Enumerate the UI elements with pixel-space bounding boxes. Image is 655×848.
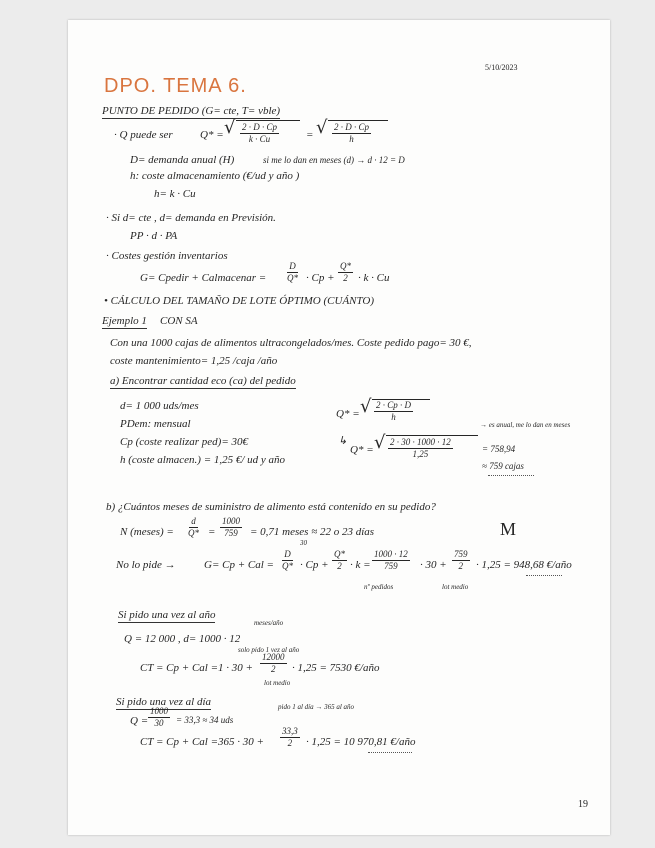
ano-fraction — [260, 653, 287, 674]
b-heading: b) ¿Cuántos meses de suministro de alimento está contenido en su pedido? — [106, 501, 436, 513]
fraction-numerator: 2 · D · Cp — [242, 122, 278, 132]
fraction-numerator: 2 · 30 · 1000 · 12 — [390, 437, 451, 447]
sqrt-bar — [236, 120, 300, 121]
equals-sign: = — [208, 526, 216, 538]
qstar-fraction — [374, 401, 413, 422]
fraction-denominator: h — [349, 134, 354, 144]
ano-under: lot medio — [264, 679, 291, 687]
ejemplo-tag: CON SA — [160, 315, 198, 327]
no-pide-fraction-1 — [282, 550, 293, 571]
fraction-denominator: 2 — [337, 561, 342, 571]
fraction-denominator: k · Cu — [248, 134, 271, 144]
n-fraction — [188, 517, 199, 538]
ano-end: · 1,25 = 7530 €/año — [292, 662, 380, 674]
dia-heading: Si pido una vez al día — [116, 696, 212, 708]
fraction-denominator: Q* — [287, 273, 298, 283]
costes-end: · k · Cu — [358, 272, 390, 284]
fraction-denominator: Q* — [282, 561, 293, 571]
fraction-numerator: 33,3 — [282, 726, 298, 736]
si-cte-line: · Si d= cte , d= demanda en Previsión. — [106, 212, 276, 224]
ejemplo-text-2: coste mantenimiento= 1,25 /caja /año — [110, 355, 278, 367]
h-equation: h= k · Cu — [154, 188, 196, 200]
under-lot-medio: lot medio — [442, 583, 469, 591]
sqrt-icon: √ — [374, 432, 386, 453]
dia-ct: CT = Cp + Cal = — [140, 736, 219, 748]
no-pide-mid: · Cp + — [300, 559, 329, 571]
fraction-denominator: h — [391, 412, 396, 422]
n2-fraction — [220, 517, 242, 538]
h-line: h (coste almacen.) = 1,25 €/ ud y año — [120, 454, 286, 466]
ano-note: meses/año — [254, 619, 284, 627]
ano-small: solo pido 1 vez al año — [238, 646, 300, 654]
q-label: · Q puede ser — [114, 129, 173, 141]
dia-q-label: Q = — [130, 715, 149, 727]
notebook-page — [68, 20, 610, 835]
equals-sign: = — [306, 129, 314, 141]
ano-one: 1 · 30 + — [218, 662, 253, 674]
q2-result: = 758,94 — [482, 444, 516, 454]
no-pide-fraction-4 — [452, 550, 470, 571]
d-note: si me lo dan en meses (d) → d · 12 = D — [263, 155, 405, 165]
fraction-denominator: 1,25 — [412, 449, 429, 459]
q2-label: Q* = — [350, 444, 374, 456]
costes-fraction-2 — [338, 262, 353, 283]
ano-heading: Si pido una vez al año — [118, 609, 216, 621]
no-pide-lead: No lo pide → — [116, 559, 176, 571]
qstar-label: Q* = — [336, 408, 360, 420]
underline-squiggle — [526, 572, 562, 576]
fraction-numerator: 2 · Cp · D — [376, 400, 412, 410]
no-pide-result: · 1,25 = 948,68 €/año — [476, 559, 572, 571]
fraction-numerator: 12000 — [262, 652, 285, 662]
ejemplo-text-1: Con una 1000 cajas de alimentos ultracongelados/mes. Coste pedido pago= 30 €, — [110, 337, 472, 349]
fraction-denominator: 30 — [154, 718, 164, 728]
zigzag-mark: M — [500, 519, 517, 539]
anual-note: → es anual, me lo dan en meses — [480, 421, 571, 429]
a-heading: a) Encontrar cantidad eco (ca) del pedido — [110, 375, 296, 387]
no-pide-fraction-2 — [332, 550, 347, 571]
h-definition: h: coste almacenamiento (€/ud y año ) — [130, 170, 300, 182]
fraction-denominator: 759 — [384, 561, 398, 571]
page-number: 19 — [578, 799, 588, 810]
fraction-numerator: D — [289, 261, 296, 271]
eoq-fraction-2 — [332, 123, 371, 144]
fraction-denominator: 2 — [271, 664, 276, 674]
page-date: 5/10/2023 — [485, 63, 518, 72]
dia-small: pido 1 al día → 365 al año — [278, 703, 355, 711]
sqrt-bar — [328, 120, 388, 121]
underline-squiggle — [488, 472, 534, 476]
dia-fraction — [280, 727, 300, 748]
d-line: d= 1 000 uds/mes — [120, 400, 199, 412]
fraction-denominator: 2 — [458, 561, 463, 571]
no-pide-formula: G= Cp + Cal = — [204, 559, 274, 571]
ano-ct: CT = Cp + Cal = — [140, 662, 219, 674]
q-star: Q* = — [200, 129, 224, 141]
fraction-numerator: Q* — [340, 261, 351, 271]
cp-line: Cp (coste realizar ped)= 30€ — [120, 436, 248, 448]
fraction-numerator: 759 — [454, 549, 468, 559]
d-definition: D= demanda anual (H) — [130, 154, 235, 166]
fraction-denominator: 2 — [287, 738, 293, 748]
sqrt-bar — [386, 435, 478, 436]
dia-mul: 365 · 30 + — [218, 736, 264, 748]
ano-q-line: Q = 12 000 , d= 1000 · 12 — [124, 633, 241, 645]
dia-end: · 1,25 = 10 970,81 €/año — [306, 736, 416, 748]
eoq-fraction-1 — [240, 123, 279, 144]
costes-heading: · Costes gestión inventarios — [106, 250, 228, 262]
underline-squiggle — [368, 749, 412, 753]
calculo-heading: • CÁLCULO DEL TAMAÑO DE LOTE ÓPTIMO (CUÁNTO) — [104, 295, 375, 307]
sqrt-icon: √ — [316, 117, 328, 138]
dia-q-result: = 33,3 ≈ 34 uds — [176, 715, 234, 725]
fraction-denominator: 2 — [343, 273, 348, 283]
fraction-numerator: 2 · D · Cp — [334, 122, 370, 132]
punto-pedido-heading: PUNTO DE PEDIDO (G= cte, T= vble) — [102, 105, 281, 117]
n-result: = 0,71 meses ≈ 22 o 23 días — [250, 526, 375, 538]
fraction-numerator: Q* — [334, 549, 345, 559]
pdem-line: PDem: mensual — [120, 418, 191, 430]
costes-fraction-1 — [287, 262, 298, 283]
sqrt-icon: √ — [360, 396, 372, 417]
fraction-numerator: 1000 — [222, 516, 240, 526]
fraction-numerator: 1000 · 12 — [374, 549, 408, 559]
fraction-numerator: D — [284, 549, 291, 559]
arrow-icon: ↳ — [338, 435, 348, 447]
no-pide-plus30: · 30 + — [420, 559, 447, 571]
n-result-small: 30 — [300, 539, 307, 547]
fraction-numerator: 1000 — [150, 706, 168, 716]
fraction-denominator: Q* — [188, 528, 199, 538]
n-label: N (meses) = — [120, 526, 174, 538]
fraction-denominator: 759 — [224, 528, 238, 538]
ejemplo-heading: Ejemplo 1 — [102, 315, 147, 327]
costes-formula: G= Cpedir + Calmacenar = — [140, 272, 267, 284]
q2-fraction — [388, 438, 453, 459]
no-pide-fraction-3 — [372, 550, 410, 571]
pp-line: PP · d · PA — [130, 230, 178, 242]
costes-mid: · Cp + — [306, 272, 335, 284]
sqrt-icon: √ — [224, 117, 236, 138]
q2-rounded: ≈ 759 cajas — [482, 461, 524, 471]
fraction-numerator: d — [191, 516, 196, 526]
no-pide-k: · k = — [350, 559, 371, 571]
under-pedidos: nº pedidos — [364, 583, 394, 591]
page-title: DPO. TEMA 6. — [104, 75, 247, 97]
dia-q-fraction — [148, 707, 170, 728]
